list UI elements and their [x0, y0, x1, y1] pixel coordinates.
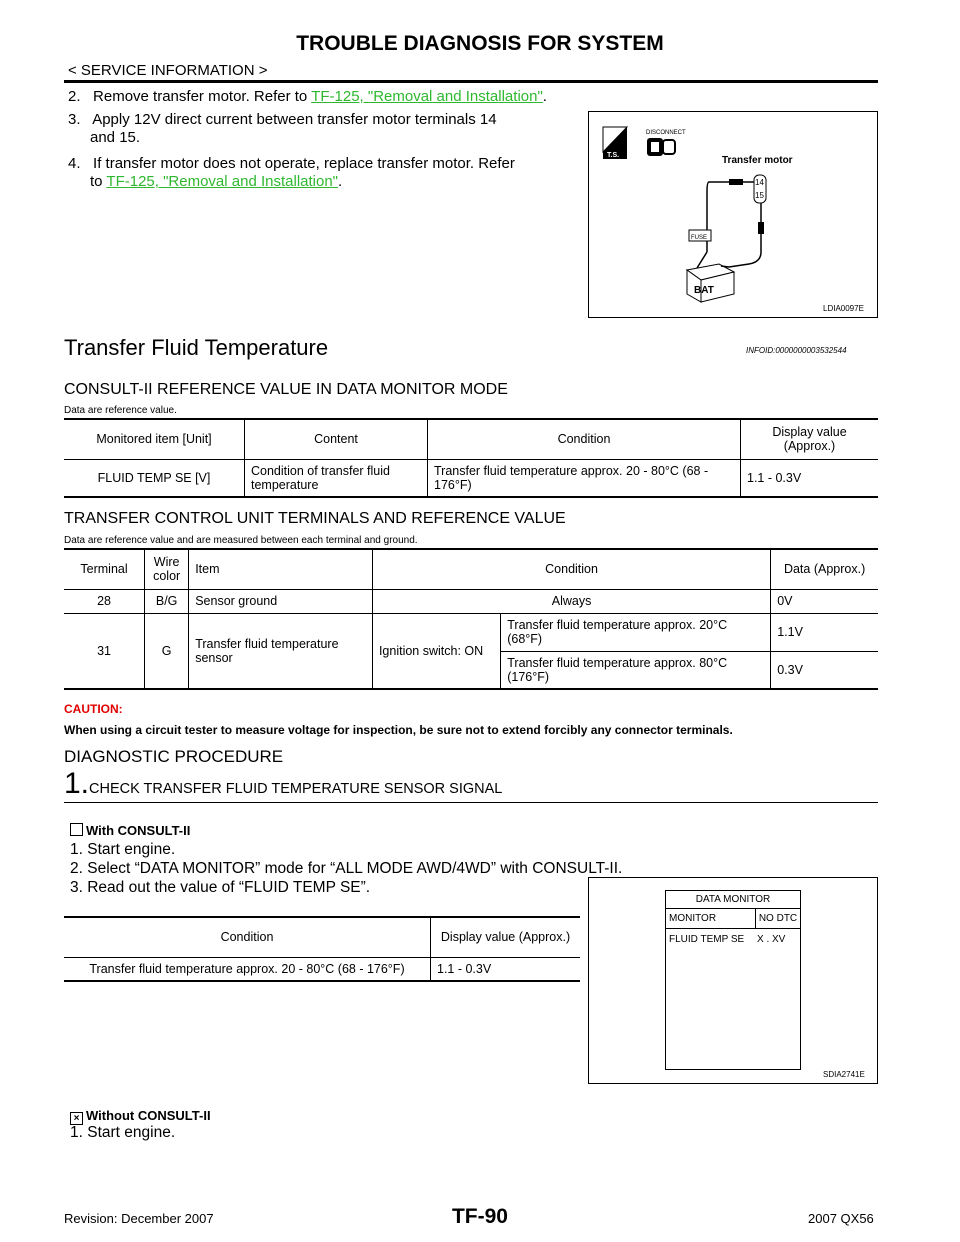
terminal-table: [64, 548, 878, 690]
footer-page: TF-90: [451, 1205, 508, 1228]
step-number: 1.: [64, 767, 90, 800]
table-row: [64, 613, 878, 651]
consult-note: Data are reference value.: [64, 405, 177, 416]
no-tool-icon: ×: [70, 1112, 83, 1125]
table-cell: 1.1 - 0.3V: [741, 459, 879, 497]
table-header: Content: [245, 419, 428, 459]
diag-title: DIAGNOSTIC PROCEDURE: [64, 747, 284, 766]
table-header: Wire color: [145, 549, 189, 589]
list-item: 1. Start engine.: [70, 1124, 176, 1141]
section-title: Transfer Fluid Temperature: [64, 335, 329, 360]
without-consult-label: × Without CONSULT-II: [70, 1108, 211, 1125]
table-cell: 28: [64, 589, 145, 613]
diag-step-heading: [64, 767, 502, 801]
step-4: 4. If transfer motor does not operate, replace transfer motor. Refer to TF-125, "Removal and Installation".: [68, 155, 515, 190]
list-item: 3. Read out the value of “FLUID TEMP SE”.: [70, 879, 371, 896]
figure-code: LDIA0097E: [823, 304, 864, 313]
terminal-title: TRANSFER CONTROL UNIT TERMINALS AND REFERENCE VALUE: [64, 510, 566, 527]
disconnect-label: DISCONNECT: [646, 130, 686, 136]
consult-title: CONSULT-II REFERENCE VALUE IN DATA MONITOR MODE: [64, 381, 508, 398]
table-cell: 0V: [771, 589, 878, 613]
terminal-note: Data are reference value and are measured between each terminal and ground.: [64, 535, 418, 546]
table-header-row: [64, 549, 878, 589]
info-id: INFOID:0000000003532544: [746, 346, 847, 355]
table-cell: 0.3V: [771, 651, 878, 689]
transfer-motor-diagram: [589, 112, 877, 317]
link-removal-installation-2[interactable]: TF-125, "Removal and Installation": [106, 173, 338, 190]
table-header: Display value (Approx.): [741, 419, 879, 459]
table-header: Terminal: [64, 549, 145, 589]
table-cell: Always: [372, 589, 770, 613]
dm-nodtc: NO DTC: [758, 913, 798, 924]
table-cell: B/G: [145, 589, 189, 613]
page-title: TROUBLE DIAGNOSIS FOR SYSTEM: [296, 32, 664, 55]
table-cell: Condition of transfer fluid temperature: [245, 459, 428, 497]
data-monitor-figure: [588, 877, 878, 1084]
step-3: 3. Apply 12V direct current between transfer motor terminals 14 and 15.: [68, 111, 497, 146]
dm-item: FLUID TEMP SE: [669, 934, 745, 945]
data-monitor-screen: [665, 890, 801, 1070]
terminal-15: 15: [755, 191, 764, 200]
table-cell: Transfer fluid temperature approx. 20 - 80°C (68 - 176°F): [64, 957, 431, 981]
list-item: 1. Start engine.: [70, 841, 176, 858]
table-header: Data (Approx.): [771, 549, 878, 589]
table-header: Item: [189, 549, 373, 589]
tool-ts-icon: [603, 127, 627, 159]
table-header: Condition: [372, 549, 770, 589]
connector-icon: [647, 138, 675, 156]
table-header-row: [64, 419, 878, 459]
table-cell: 1.1 - 0.3V: [431, 957, 581, 981]
battery-icon: [687, 264, 734, 302]
header-rule: [64, 80, 878, 83]
dm-monitor: MONITOR: [666, 909, 756, 928]
display-value-table: [64, 916, 580, 982]
consult-table: [64, 418, 878, 498]
step-2: 2. Remove transfer motor. Refer to TF-125, "Removal and Installation".: [68, 88, 547, 105]
without-steps: [70, 1124, 175, 1142]
with-consult-label: With CONSULT-II: [70, 823, 190, 838]
table-header-row: [64, 917, 580, 957]
link-removal-installation[interactable]: TF-125, "Removal and Installation": [311, 88, 543, 105]
caution-heading: CAUTION:: [64, 702, 123, 716]
table-cell: 1.1V: [771, 613, 878, 651]
svg-text:T.S.: T.S.: [607, 152, 620, 159]
list-item: 2. Select “DATA MONITOR” mode for “ALL MODE AWD/4WD” with CONSULT-II.: [70, 860, 623, 877]
transfer-motor-figure: [588, 111, 878, 318]
footer-model: 2007 QX56: [808, 1211, 874, 1226]
table-row: [64, 957, 580, 981]
transfer-motor-label: Transfer motor: [722, 155, 793, 166]
dm-value: X . XV: [757, 934, 786, 945]
table-cell: G: [145, 613, 189, 689]
footer-revision: Revision: December 2007: [64, 1211, 214, 1226]
terminal-14: 14: [755, 178, 764, 187]
page-subtitle: < SERVICE INFORMATION >: [68, 62, 268, 79]
table-row: [64, 589, 878, 613]
table-header: Monitored item [Unit]: [64, 419, 245, 459]
consult-tool-icon: [70, 823, 83, 836]
step-rule: [64, 802, 878, 803]
table-cell: Transfer fluid temperature approx. 20°C (68°F): [501, 613, 771, 651]
with-steps: [70, 840, 622, 897]
table-cell: 31: [64, 613, 145, 689]
table-cell: FLUID TEMP SE [V]: [64, 459, 245, 497]
table-header: Display value (Approx.): [431, 917, 581, 957]
figure-code: SDIA2741E: [823, 1070, 865, 1079]
caution-text: When using a circuit tester to measure voltage for inspection, be sure not to extend forcibly any connector terminals.: [64, 723, 733, 737]
fuse-label: FUSE: [691, 235, 708, 241]
table-header: Condition: [64, 917, 431, 957]
table-cell: Ignition switch: ON: [372, 613, 500, 689]
table-cell: Transfer fluid temperature approx. 80°C (176°F): [501, 651, 771, 689]
table-row: [64, 459, 878, 497]
table-cell: Sensor ground: [189, 589, 373, 613]
table-cell: Transfer fluid temperature approx. 20 - 80°C (68 - 176°F): [428, 459, 741, 497]
dm-title: DATA MONITOR: [666, 891, 800, 909]
bat-label: BAT: [694, 285, 714, 296]
table-cell: Transfer fluid temperature sensor: [189, 613, 373, 689]
step-title: CHECK TRANSFER FLUID TEMPERATURE SENSOR SIGNAL: [89, 781, 503, 797]
table-header: Condition: [428, 419, 741, 459]
